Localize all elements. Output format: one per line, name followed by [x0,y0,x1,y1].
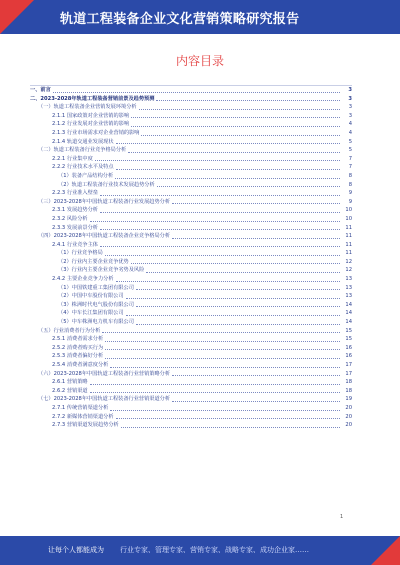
toc-entry-text: 2.6.1 营销策略 [52,379,88,386]
toc-entry[interactable] [30,395,352,404]
toc-entry[interactable] [30,172,352,181]
toc-leader-dots [172,203,340,204]
toc-entry-text: （1）装备产品结构分析 [58,172,114,179]
toc-entry-text: （2）中国中车股份有限公司 [58,293,124,300]
toc-entry-page: 5 [348,138,352,145]
toc-leader-dots [136,324,340,325]
toc-entry-page: 3 [348,95,352,102]
toc-entry-page: 17 [345,370,352,377]
toc-entry[interactable] [30,86,352,95]
toc-entry[interactable] [30,318,352,327]
toc-entry-text: 2.1.3 行业市场需求对企业营销的影响 [52,129,140,136]
toc-entry-text: 2.2.1 行业集中度 [52,155,93,162]
toc-entry-page: 14 [345,319,352,326]
toc-entry[interactable] [30,361,352,370]
toc-entry-page: 16 [345,353,352,360]
toc-leader-dots [100,212,340,213]
toc-entry-page: 4 [348,129,352,136]
toc-entry[interactable] [30,215,352,224]
toc-entry-page: 17 [345,362,352,368]
toc-entry-page: 14 [345,301,352,308]
toc-entry[interactable] [30,335,352,344]
toc-entry-page: 3 [348,112,352,119]
toc-entry-text: 一、前言 [30,87,51,93]
toc-entry-page: 13 [345,284,352,291]
toc-entry[interactable] [30,413,352,422]
toc-leader-dots [90,221,340,222]
toc-entry-text: 2.7.2 新媒体营销渠道分析 [52,413,114,420]
toc-entry[interactable] [30,258,352,267]
toc-entry[interactable] [30,198,352,207]
toc-entry-text: （四）2023-2028年中国轨道工程装备企业竞争格局分析 [38,233,171,240]
toc-leader-dots [126,315,340,316]
toc-entry[interactable] [30,103,352,112]
toc-entry[interactable] [30,249,352,258]
footer-slogan-left: 让每个人都能成为 [48,546,104,554]
toc-entry-page: 10 [345,215,352,222]
toc-heading: 内容目录 [175,54,224,68]
toc-leader-dots [100,195,340,196]
toc-entry[interactable] [30,163,352,172]
toc-entry-page: 12 [345,267,352,274]
toc-entry-page: 3 [348,87,352,93]
toc-entry[interactable] [30,327,352,336]
toc-entry[interactable] [30,266,352,275]
toc-entry[interactable] [30,241,352,250]
toc-leader-dots [116,169,340,170]
toc-entry-page: 20 [345,422,352,429]
toc-entry-text: （五）行业消费者行为分析 [38,327,101,334]
toc-leader-dots [128,152,340,153]
toc-entry-text: （一）轨道工程装备企业营销发展环境分析 [38,104,137,111]
toc-leader-dots [110,367,340,368]
toc-entry-page: 13 [345,276,352,283]
toc-leader-dots [116,143,340,144]
toc-entry-text: 2.5.4 消费者满意度分析 [52,362,109,368]
toc-entry-text: （1）行业竞争格局 [58,250,103,257]
toc-entry[interactable] [30,146,352,155]
toc-entry-page: 11 [345,233,352,240]
toc-entry-text: 2.1.4 轨道交通业发展现状 [52,138,114,145]
toc-entry-text: 2.1.2 行业发展对企业营销的影响 [52,121,130,128]
toc-leader-dots [131,126,340,127]
table-of-contents [30,86,352,430]
toc-entry[interactable] [30,309,352,318]
toc-entry-page: 15 [345,327,352,334]
toc-leader-dots [131,117,340,118]
toc-entry-text: 2.4.2 主要企业竞争力分析 [52,276,114,283]
toc-entry-page: 11 [345,250,352,257]
toc-entry[interactable] [30,370,352,379]
toc-entry-text: （2）轨道工程装备行业技术发展趋势分析 [58,181,155,188]
toc-leader-dots [95,160,340,161]
toc-leader-dots [116,281,340,282]
toc-leader-dots [156,100,340,101]
toc-entry[interactable] [30,352,352,361]
toc-entry-page: 11 [345,241,352,248]
toc-entry-page: 4 [348,121,352,128]
toc-entry[interactable] [30,421,352,430]
toc-entry-page: 5 [348,147,352,154]
toc-leader-dots [146,272,340,273]
toc-entry-page: 8 [348,181,352,188]
toc-entry[interactable] [30,224,352,233]
toc-leader-dots [90,392,340,393]
toc-leader-dots [172,375,340,376]
header-accent-triangle [0,0,34,34]
toc-entry[interactable] [30,189,352,198]
toc-leader-dots [110,410,340,411]
toc-entry[interactable] [30,404,352,413]
toc-entry-page: 14 [345,310,352,317]
toc-entry-page: 11 [345,224,352,231]
toc-leader-dots [121,427,340,428]
toc-entry[interactable] [30,138,352,147]
toc-leader-dots [115,178,340,179]
toc-entry-text: 2.3.2 风险分析 [52,215,88,222]
toc-entry-text: 2.7.1 传统营销渠道分析 [52,404,109,411]
toc-entry-page: 3 [348,104,352,111]
toc-leader-dots [139,109,340,110]
toc-entry-page: 12 [345,258,352,265]
toc-entry-page: 10 [345,207,352,214]
toc-entry[interactable] [30,95,352,104]
toc-leader-dots [172,401,340,402]
toc-entry-page: 7 [348,164,352,171]
toc-leader-dots [105,349,340,350]
toc-entry-text: （六）2023-2028年中国轨道工程装备行业营销策略分析 [38,370,171,377]
toc-entry[interactable] [30,112,352,121]
toc-entry-text: 2.2.2 行业技术水平及特点 [52,164,114,171]
toc-leader-dots [116,418,340,419]
toc-entry-text: （3）株洲时代电气股份有限公司 [58,301,134,308]
toc-leader-dots [136,306,340,307]
toc-entry-page: 9 [348,198,352,205]
toc-entry-text: （1）中国铁建重工集团有限公司 [58,284,134,291]
toc-entry[interactable] [30,344,352,353]
toc-entry-page: 7 [348,155,352,162]
toc-entry-text: （4）中车长江集团有限公司 [58,310,124,317]
toc-entry-text: 2.5.1 消费者需求分析 [52,336,104,343]
toc-leader-dots [105,341,340,342]
toc-entry-text: 2.5.3 消费者偏好分析 [52,353,104,360]
toc-entry-text: （3）行业内主要企业竞争劣势及风险 [58,267,145,274]
toc-entry-text: （2）行业内主要企业竞争优势 [58,258,129,265]
toc-entry-page: 19 [345,396,352,403]
toc-leader-dots [53,92,340,93]
toc-entry-page: 20 [345,404,352,411]
toc-entry[interactable] [30,155,352,164]
toc-entry-text: 2.1.1 国家政策对企业营销的影响 [52,112,130,119]
toc-entry-page: 18 [345,379,352,386]
toc-entry[interactable] [30,120,352,129]
toc-leader-dots [172,238,340,239]
report-title: 轨道工程装备企业文化营销策略研究报告 [60,12,300,27]
toc-leader-dots [126,298,340,299]
toc-entry[interactable] [30,275,352,284]
toc-entry-page: 20 [345,413,352,420]
toc-entry[interactable] [30,292,352,301]
footer-bar [0,536,400,565]
toc-entry-text: 2.3.3 发展前景分析 [52,224,98,231]
toc-entry-page: 18 [345,387,352,394]
toc-entry[interactable] [30,206,352,215]
toc-entry[interactable] [30,181,352,190]
footer-slogan-right: 行业专家、管理专家、营销专家、战略专家、成功企业家…… [120,546,309,554]
toc-entry-text: （七）2023-2028年中国轨道工程装备行业营销渠道分析 [38,396,171,403]
toc-entry-text: （5）中车株洲电力机车有限公司 [58,319,134,326]
header-bar [0,0,400,34]
footer-accent-triangle [371,536,400,565]
toc-entry-text: 2.3.1 发展趋势分析 [52,207,98,214]
toc-leader-dots [157,186,340,187]
toc-entry[interactable] [30,232,352,241]
toc-entry-text: 2.6.2 营销渠道 [52,387,88,394]
toc-leader-dots [100,229,340,230]
toc-entry-text: （三）2023-2028年中国轨道工程装备行业发展趋势分析 [38,198,171,205]
page-number: 1 [340,514,344,520]
toc-leader-dots [100,246,340,247]
toc-entry-text: 2.2.3 行业准入壁垒 [52,190,98,197]
toc-entry-page: 9 [348,190,352,197]
toc-leader-dots [102,332,340,333]
toc-entry-page: 8 [348,172,352,179]
toc-leader-dots [131,263,340,264]
toc-leader-dots [141,135,340,136]
toc-entry-text: （二）轨道工程装备行业竞争格局分析 [38,147,127,154]
toc-entry[interactable] [30,301,352,310]
toc-entry[interactable] [30,378,352,387]
toc-entry-text: 2.4.1 行业竞争主体 [52,241,98,248]
toc-entry-text: 2.5.2 消费者购买行为 [52,344,104,351]
toc-entry-text: 二、2023-2028年轨道工程装备营销前景及趋势预测 [30,95,155,102]
toc-entry-page: 13 [345,293,352,300]
toc-entry-page: 15 [345,336,352,343]
toc-leader-dots [105,358,340,359]
toc-leader-dots [90,384,340,385]
toc-entry-text: 2.7.3 营销渠道发展趋势分析 [52,422,119,429]
toc-entry[interactable] [30,284,352,293]
toc-entry[interactable] [30,129,352,138]
toc-entry[interactable] [30,387,352,396]
toc-leader-dots [105,255,340,256]
toc-leader-dots [136,289,340,290]
toc-entry-page: 16 [345,344,352,351]
